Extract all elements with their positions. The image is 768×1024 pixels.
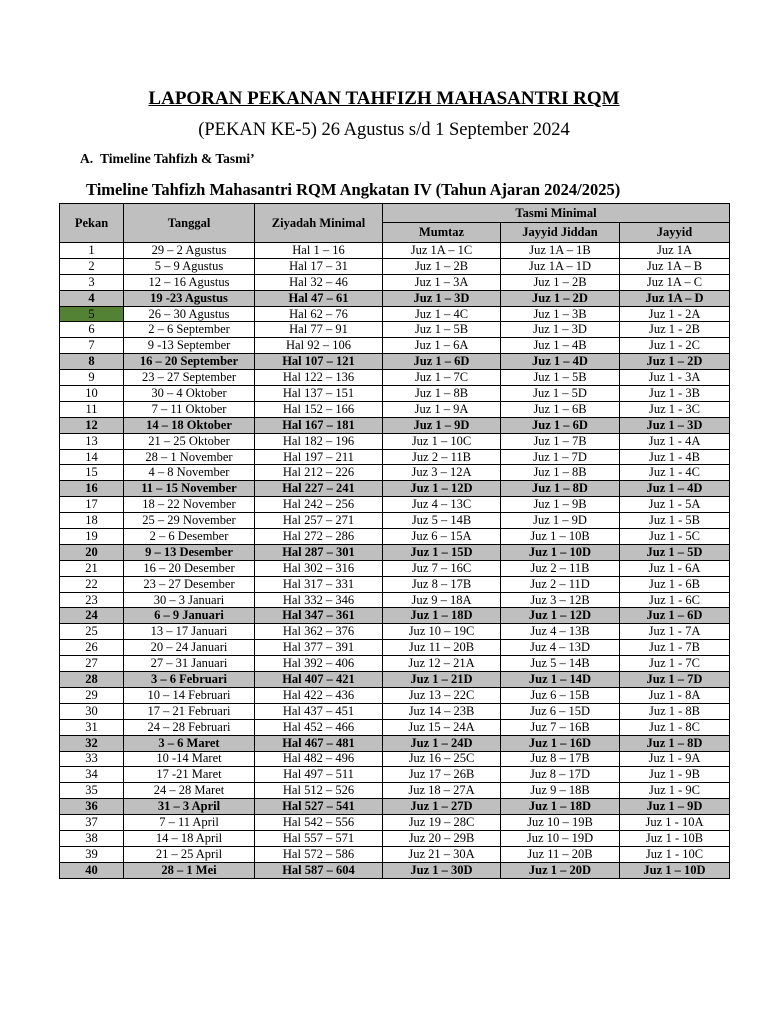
cell-mumtaz: Juz 4 – 13C <box>383 497 501 513</box>
cell-jayyid: Juz 1 – 6D <box>620 608 730 624</box>
cell-jayyid: Juz 1 - 6B <box>620 576 730 592</box>
cell-pekan: 36 <box>60 799 124 815</box>
cell-jayyid: Juz 1 - 6C <box>620 592 730 608</box>
cell-mumtaz: Juz 7 – 16C <box>383 560 501 576</box>
cell-tanggal: 3 – 6 Februari <box>124 672 255 688</box>
cell-jayyid-jiddan: Juz 1 – 9D <box>501 513 620 529</box>
cell-pekan: 17 <box>60 497 124 513</box>
table-row <box>60 719 730 735</box>
cell-jayyid-jiddan: Juz 1A – 1B <box>501 243 620 259</box>
table-row <box>60 258 730 274</box>
cell-pekan: 28 <box>60 672 124 688</box>
cell-jayyid-jiddan: Juz 1 – 4B <box>501 338 620 354</box>
cell-jayyid-jiddan: Juz 1 – 3D <box>501 322 620 338</box>
cell-jayyid: Juz 1 - 7B <box>620 640 730 656</box>
table-row <box>60 687 730 703</box>
cell-pekan: 21 <box>60 560 124 576</box>
cell-jayyid: Juz 1 – 7D <box>620 672 730 688</box>
cell-pekan: 18 <box>60 513 124 529</box>
cell-pekan: 15 <box>60 465 124 481</box>
cell-mumtaz: Juz 1 – 24D <box>383 735 501 751</box>
cell-ziyadah: Hal 437 – 451 <box>255 703 383 719</box>
cell-jayyid: Juz 1 - 3B <box>620 386 730 402</box>
cell-jayyid: Juz 1 – 10D <box>620 862 730 878</box>
table-row <box>60 529 730 545</box>
cell-jayyid-jiddan: Juz 7 – 16B <box>501 719 620 735</box>
cell-mumtaz: Juz 1 – 9A <box>383 401 501 417</box>
cell-tanggal: 16 – 20 Desember <box>124 560 255 576</box>
table-row <box>60 481 730 497</box>
table-row <box>60 640 730 656</box>
header-ziyadah: Ziyadah Minimal <box>255 204 383 243</box>
cell-mumtaz: Juz 1 – 8B <box>383 386 501 402</box>
cell-ziyadah: Hal 587 – 604 <box>255 862 383 878</box>
cell-tanggal: 25 – 29 November <box>124 513 255 529</box>
cell-mumtaz: Juz 1 – 6D <box>383 354 501 370</box>
cell-ziyadah: Hal 182 – 196 <box>255 433 383 449</box>
table-row <box>60 592 730 608</box>
cell-mumtaz: Juz 1 – 21D <box>383 672 501 688</box>
cell-pekan: 29 <box>60 687 124 703</box>
cell-pekan: 37 <box>60 815 124 831</box>
cell-pekan: 5 <box>60 306 124 322</box>
cell-tanggal: 30 – 4 Oktober <box>124 386 255 402</box>
cell-pekan: 1 <box>60 243 124 259</box>
cell-ziyadah: Hal 332 – 346 <box>255 592 383 608</box>
cell-tanggal: 18 – 22 November <box>124 497 255 513</box>
cell-ziyadah: Hal 122 – 136 <box>255 370 383 386</box>
cell-tanggal: 9 -13 September <box>124 338 255 354</box>
cell-tanggal: 17 – 21 Februari <box>124 703 255 719</box>
cell-ziyadah: Hal 407 – 421 <box>255 672 383 688</box>
cell-ziyadah: Hal 572 – 586 <box>255 846 383 862</box>
cell-tanggal: 9 – 13 Desember <box>124 544 255 560</box>
cell-jayyid-jiddan: Juz 1 – 6D <box>501 417 620 433</box>
cell-jayyid: Juz 1A – C <box>620 274 730 290</box>
cell-jayyid: Juz 1 - 4B <box>620 449 730 465</box>
cell-jayyid-jiddan: Juz 6 – 15B <box>501 687 620 703</box>
cell-tanggal: 3 – 6 Maret <box>124 735 255 751</box>
cell-ziyadah: Hal 227 – 241 <box>255 481 383 497</box>
cell-jayyid-jiddan: Juz 1 – 12D <box>501 608 620 624</box>
cell-jayyid-jiddan: Juz 1 – 10B <box>501 529 620 545</box>
cell-mumtaz: Juz 1 – 5B <box>383 322 501 338</box>
section-heading <box>80 151 255 167</box>
cell-mumtaz: Juz 1 – 18D <box>383 608 501 624</box>
table-row <box>60 322 730 338</box>
cell-ziyadah: Hal 527 – 541 <box>255 799 383 815</box>
cell-pekan: 34 <box>60 767 124 783</box>
cell-jayyid: Juz 1 - 5B <box>620 513 730 529</box>
cell-jayyid-jiddan: Juz 8 – 17D <box>501 767 620 783</box>
cell-mumtaz: Juz 20 – 29B <box>383 830 501 846</box>
table-row <box>60 401 730 417</box>
cell-ziyadah: Hal 392 – 406 <box>255 656 383 672</box>
cell-ziyadah: Hal 422 – 436 <box>255 687 383 703</box>
cell-jayyid-jiddan: Juz 1 – 5D <box>501 386 620 402</box>
cell-mumtaz: Juz 12 – 21A <box>383 656 501 672</box>
cell-mumtaz: Juz 13 – 22C <box>383 687 501 703</box>
cell-jayyid-jiddan: Juz 1 – 4D <box>501 354 620 370</box>
cell-tanggal: 4 – 8 November <box>124 465 255 481</box>
cell-pekan: 25 <box>60 624 124 640</box>
cell-mumtaz: Juz 8 – 17B <box>383 576 501 592</box>
table-row <box>60 656 730 672</box>
cell-pekan: 32 <box>60 735 124 751</box>
cell-pekan: 13 <box>60 433 124 449</box>
cell-mumtaz: Juz 9 – 18A <box>383 592 501 608</box>
cell-mumtaz: Juz 18 – 27A <box>383 783 501 799</box>
cell-ziyadah: Hal 452 – 466 <box>255 719 383 735</box>
cell-pekan: 9 <box>60 370 124 386</box>
cell-tanggal: 30 – 3 Januari <box>124 592 255 608</box>
cell-pekan: 31 <box>60 719 124 735</box>
table-row <box>60 767 730 783</box>
cell-jayyid-jiddan: Juz 1 – 3B <box>501 306 620 322</box>
cell-jayyid: Juz 1 - 10B <box>620 830 730 846</box>
cell-jayyid: Juz 1 - 2C <box>620 338 730 354</box>
cell-mumtaz: Juz 1 – 12D <box>383 481 501 497</box>
cell-tanggal: 14 – 18 Oktober <box>124 417 255 433</box>
cell-pekan: 40 <box>60 862 124 878</box>
cell-jayyid: Juz 1 - 2B <box>620 322 730 338</box>
cell-tanggal: 17 -21 Maret <box>124 767 255 783</box>
cell-jayyid: Juz 1A <box>620 243 730 259</box>
table-row <box>60 290 730 306</box>
cell-ziyadah: Hal 317 – 331 <box>255 576 383 592</box>
cell-mumtaz: Juz 1 – 6A <box>383 338 501 354</box>
cell-ziyadah: Hal 167 – 181 <box>255 417 383 433</box>
table-row <box>60 608 730 624</box>
cell-jayyid-jiddan: Juz 1 – 5B <box>501 370 620 386</box>
table-title: Timeline Tahfizh Mahasantri RQM Angkatan IV (Tahun Ajaran 2024/2025) <box>86 180 621 199</box>
table-row <box>60 830 730 846</box>
cell-ziyadah: Hal 107 – 121 <box>255 354 383 370</box>
cell-mumtaz: Juz 2 – 11B <box>383 449 501 465</box>
table-row <box>60 735 730 751</box>
table-row <box>60 338 730 354</box>
cell-mumtaz: Juz 1 – 9D <box>383 417 501 433</box>
cell-tanggal: 13 – 17 Januari <box>124 624 255 640</box>
cell-jayyid-jiddan: Juz 1A – 1D <box>501 258 620 274</box>
report-subtitle: (PEKAN KE-5) 26 Agustus s/d 1 September 2024 <box>198 120 570 140</box>
cell-jayyid-jiddan: Juz 5 – 14B <box>501 656 620 672</box>
cell-jayyid: Juz 1 - 3A <box>620 370 730 386</box>
cell-jayyid: Juz 1 - 7C <box>620 656 730 672</box>
cell-mumtaz: Juz 1 – 7C <box>383 370 501 386</box>
cell-mumtaz: Juz 3 – 12A <box>383 465 501 481</box>
table-row <box>60 862 730 878</box>
cell-ziyadah: Hal 287 – 301 <box>255 544 383 560</box>
cell-tanggal: 28 – 1 November <box>124 449 255 465</box>
cell-pekan: 8 <box>60 354 124 370</box>
table-row <box>60 513 730 529</box>
cell-ziyadah: Hal 542 – 556 <box>255 815 383 831</box>
cell-mumtaz: Juz 16 – 25C <box>383 751 501 767</box>
cell-jayyid-jiddan: Juz 1 – 7B <box>501 433 620 449</box>
header-jayyid-jiddan: Jayyid Jiddan <box>501 223 620 243</box>
cell-jayyid-jiddan: Juz 10 – 19B <box>501 815 620 831</box>
cell-pekan: 19 <box>60 529 124 545</box>
header-mumtaz: Mumtaz <box>383 223 501 243</box>
cell-pekan: 4 <box>60 290 124 306</box>
cell-mumtaz: Juz 1 – 15D <box>383 544 501 560</box>
table-body <box>60 243 730 879</box>
cell-mumtaz: Juz 17 – 26B <box>383 767 501 783</box>
cell-jayyid-jiddan: Juz 2 – 11B <box>501 560 620 576</box>
cell-tanggal: 7 – 11 Oktober <box>124 401 255 417</box>
cell-pekan: 2 <box>60 258 124 274</box>
table-row <box>60 544 730 560</box>
cell-jayyid: Juz 1 - 5C <box>620 529 730 545</box>
table-row <box>60 465 730 481</box>
cell-jayyid-jiddan: Juz 1 – 6B <box>501 401 620 417</box>
cell-jayyid: Juz 1 – 3D <box>620 417 730 433</box>
cell-mumtaz: Juz 10 – 19C <box>383 624 501 640</box>
cell-jayyid: Juz 1 – 8D <box>620 735 730 751</box>
cell-jayyid-jiddan: Juz 1 – 16D <box>501 735 620 751</box>
table-row <box>60 799 730 815</box>
cell-mumtaz: Juz 1 – 3D <box>383 290 501 306</box>
cell-jayyid-jiddan: Juz 1 – 20D <box>501 862 620 878</box>
cell-jayyid-jiddan: Juz 1 – 2B <box>501 274 620 290</box>
cell-pekan: 3 <box>60 274 124 290</box>
cell-tanggal: 23 – 27 September <box>124 370 255 386</box>
table-row <box>60 815 730 831</box>
cell-ziyadah: Hal 1 – 16 <box>255 243 383 259</box>
cell-pekan: 24 <box>60 608 124 624</box>
timeline-table <box>59 203 730 879</box>
cell-pekan: 16 <box>60 481 124 497</box>
cell-jayyid: Juz 1 – 5D <box>620 544 730 560</box>
table-row <box>60 243 730 259</box>
cell-jayyid: Juz 1 – 2D <box>620 354 730 370</box>
cell-tanggal: 24 – 28 Maret <box>124 783 255 799</box>
cell-tanggal: 19 -23 Agustus <box>124 290 255 306</box>
cell-tanggal: 2 – 6 September <box>124 322 255 338</box>
cell-pekan: 33 <box>60 751 124 767</box>
table-row <box>60 274 730 290</box>
table-row <box>60 433 730 449</box>
cell-jayyid-jiddan: Juz 1 – 9B <box>501 497 620 513</box>
cell-pekan: 22 <box>60 576 124 592</box>
cell-pekan: 11 <box>60 401 124 417</box>
cell-tanggal: 21 – 25 April <box>124 846 255 862</box>
cell-tanggal: 7 – 11 April <box>124 815 255 831</box>
cell-ziyadah: Hal 362 – 376 <box>255 624 383 640</box>
cell-ziyadah: Hal 77 – 91 <box>255 322 383 338</box>
cell-tanggal: 2 – 6 Desember <box>124 529 255 545</box>
cell-jayyid-jiddan: Juz 4 – 13D <box>501 640 620 656</box>
cell-jayyid-jiddan: Juz 1 – 10D <box>501 544 620 560</box>
cell-ziyadah: Hal 92 – 106 <box>255 338 383 354</box>
cell-jayyid: Juz 1A – B <box>620 258 730 274</box>
cell-jayyid: Juz 1 - 4A <box>620 433 730 449</box>
cell-jayyid-jiddan: Juz 1 – 8D <box>501 481 620 497</box>
cell-ziyadah: Hal 482 – 496 <box>255 751 383 767</box>
cell-pekan: 20 <box>60 544 124 560</box>
cell-jayyid: Juz 1 - 2A <box>620 306 730 322</box>
cell-mumtaz: Juz 1A – 1C <box>383 243 501 259</box>
table-row <box>60 386 730 402</box>
cell-ziyadah: Hal 272 – 286 <box>255 529 383 545</box>
section-label: A. <box>80 151 94 166</box>
cell-jayyid-jiddan: Juz 1 – 2D <box>501 290 620 306</box>
cell-jayyid-jiddan: Juz 1 – 8B <box>501 465 620 481</box>
cell-pekan: 27 <box>60 656 124 672</box>
table-row <box>60 703 730 719</box>
cell-tanggal: 23 – 27 Desember <box>124 576 255 592</box>
cell-jayyid: Juz 1 - 7A <box>620 624 730 640</box>
cell-pekan: 38 <box>60 830 124 846</box>
cell-jayyid: Juz 1 - 6A <box>620 560 730 576</box>
header-tanggal: Tanggal <box>124 204 255 243</box>
table-row <box>60 624 730 640</box>
table-row <box>60 497 730 513</box>
cell-pekan: 10 <box>60 386 124 402</box>
cell-jayyid: Juz 1A – D <box>620 290 730 306</box>
cell-jayyid: Juz 1 - 8C <box>620 719 730 735</box>
cell-pekan: 30 <box>60 703 124 719</box>
cell-tanggal: 6 – 9 Januari <box>124 608 255 624</box>
cell-jayyid: Juz 1 - 8A <box>620 687 730 703</box>
cell-ziyadah: Hal 242 – 256 <box>255 497 383 513</box>
cell-jayyid: Juz 1 - 4C <box>620 465 730 481</box>
cell-ziyadah: Hal 557 – 571 <box>255 830 383 846</box>
cell-jayyid-jiddan: Juz 1 – 7D <box>501 449 620 465</box>
cell-mumtaz: Juz 1 – 27D <box>383 799 501 815</box>
cell-jayyid: Juz 1 - 5A <box>620 497 730 513</box>
cell-pekan: 14 <box>60 449 124 465</box>
cell-mumtaz: Juz 1 – 4C <box>383 306 501 322</box>
cell-ziyadah: Hal 17 – 31 <box>255 258 383 274</box>
table-row <box>60 417 730 433</box>
cell-tanggal: 5 – 9 Agustus <box>124 258 255 274</box>
cell-tanggal: 26 – 30 Agustus <box>124 306 255 322</box>
table-row <box>60 449 730 465</box>
cell-tanggal: 20 – 24 Januari <box>124 640 255 656</box>
cell-mumtaz: Juz 19 – 28C <box>383 815 501 831</box>
section-text: Timeline Tahfizh & Tasmi’ <box>100 151 255 166</box>
table-row <box>60 846 730 862</box>
cell-jayyid-jiddan: Juz 9 – 18B <box>501 783 620 799</box>
cell-ziyadah: Hal 47 – 61 <box>255 290 383 306</box>
cell-mumtaz: Juz 15 – 24A <box>383 719 501 735</box>
cell-jayyid-jiddan: Juz 1 – 18D <box>501 799 620 815</box>
cell-ziyadah: Hal 377 – 391 <box>255 640 383 656</box>
header-tasmi: Tasmi Minimal <box>383 204 730 223</box>
cell-ziyadah: Hal 347 – 361 <box>255 608 383 624</box>
cell-pekan: 7 <box>60 338 124 354</box>
cell-jayyid: Juz 1 - 9B <box>620 767 730 783</box>
cell-pekan: 39 <box>60 846 124 862</box>
cell-pekan: 35 <box>60 783 124 799</box>
cell-jayyid-jiddan: Juz 4 – 13B <box>501 624 620 640</box>
header-jayyid: Jayyid <box>620 223 730 243</box>
cell-mumtaz: Juz 5 – 14B <box>383 513 501 529</box>
cell-tanggal: 27 – 31 Januari <box>124 656 255 672</box>
table-row <box>60 560 730 576</box>
cell-mumtaz: Juz 21 – 30A <box>383 846 501 862</box>
cell-jayyid: Juz 1 - 3C <box>620 401 730 417</box>
cell-tanggal: 31 – 3 April <box>124 799 255 815</box>
cell-tanggal: 14 – 18 April <box>124 830 255 846</box>
cell-jayyid-jiddan: Juz 2 – 11D <box>501 576 620 592</box>
cell-jayyid: Juz 1 - 9A <box>620 751 730 767</box>
table-row <box>60 672 730 688</box>
cell-jayyid: Juz 1 - 10A <box>620 815 730 831</box>
table-row <box>60 370 730 386</box>
cell-ziyadah: Hal 197 – 211 <box>255 449 383 465</box>
cell-pekan: 12 <box>60 417 124 433</box>
cell-pekan: 26 <box>60 640 124 656</box>
cell-jayyid-jiddan: Juz 3 – 12B <box>501 592 620 608</box>
report-title: LAPORAN PEKANAN TAHFIZH MAHASANTRI RQM <box>148 88 620 109</box>
cell-jayyid-jiddan: Juz 8 – 17B <box>501 751 620 767</box>
cell-jayyid-jiddan: Juz 11 – 20B <box>501 846 620 862</box>
cell-jayyid: Juz 1 - 9C <box>620 783 730 799</box>
cell-mumtaz: Juz 1 – 10C <box>383 433 501 449</box>
cell-mumtaz: Juz 1 – 2B <box>383 258 501 274</box>
cell-jayyid-jiddan: Juz 6 – 15D <box>501 703 620 719</box>
table-row <box>60 354 730 370</box>
header-pekan: Pekan <box>60 204 124 243</box>
cell-ziyadah: Hal 62 – 76 <box>255 306 383 322</box>
cell-jayyid: Juz 1 - 8B <box>620 703 730 719</box>
cell-ziyadah: Hal 137 – 151 <box>255 386 383 402</box>
cell-mumtaz: Juz 1 – 30D <box>383 862 501 878</box>
cell-ziyadah: Hal 467 – 481 <box>255 735 383 751</box>
cell-pekan: 23 <box>60 592 124 608</box>
cell-tanggal: 10 -14 Maret <box>124 751 255 767</box>
cell-mumtaz: Juz 1 – 3A <box>383 274 501 290</box>
cell-jayyid: Juz 1 - 10C <box>620 846 730 862</box>
cell-mumtaz: Juz 6 – 15A <box>383 529 501 545</box>
cell-ziyadah: Hal 257 – 271 <box>255 513 383 529</box>
table-row <box>60 306 730 322</box>
cell-tanggal: 16 – 20 September <box>124 354 255 370</box>
cell-tanggal: 28 – 1 Mei <box>124 862 255 878</box>
cell-ziyadah: Hal 152 – 166 <box>255 401 383 417</box>
cell-ziyadah: Hal 212 – 226 <box>255 465 383 481</box>
cell-ziyadah: Hal 512 – 526 <box>255 783 383 799</box>
cell-jayyid: Juz 1 – 9D <box>620 799 730 815</box>
cell-ziyadah: Hal 32 – 46 <box>255 274 383 290</box>
cell-tanggal: 10 – 14 Februari <box>124 687 255 703</box>
cell-ziyadah: Hal 497 – 511 <box>255 767 383 783</box>
cell-tanggal: 21 – 25 Oktober <box>124 433 255 449</box>
cell-jayyid-jiddan: Juz 1 – 14D <box>501 672 620 688</box>
cell-jayyid: Juz 1 – 4D <box>620 481 730 497</box>
cell-tanggal: 24 – 28 Februari <box>124 719 255 735</box>
cell-jayyid-jiddan: Juz 10 – 19D <box>501 830 620 846</box>
cell-mumtaz: Juz 11 – 20B <box>383 640 501 656</box>
table-row <box>60 576 730 592</box>
cell-tanggal: 12 – 16 Agustus <box>124 274 255 290</box>
cell-ziyadah: Hal 302 – 316 <box>255 560 383 576</box>
cell-tanggal: 11 – 15 November <box>124 481 255 497</box>
cell-pekan: 6 <box>60 322 124 338</box>
cell-mumtaz: Juz 14 – 23B <box>383 703 501 719</box>
table-row <box>60 751 730 767</box>
table-row <box>60 783 730 799</box>
cell-tanggal: 29 – 2 Agustus <box>124 243 255 259</box>
